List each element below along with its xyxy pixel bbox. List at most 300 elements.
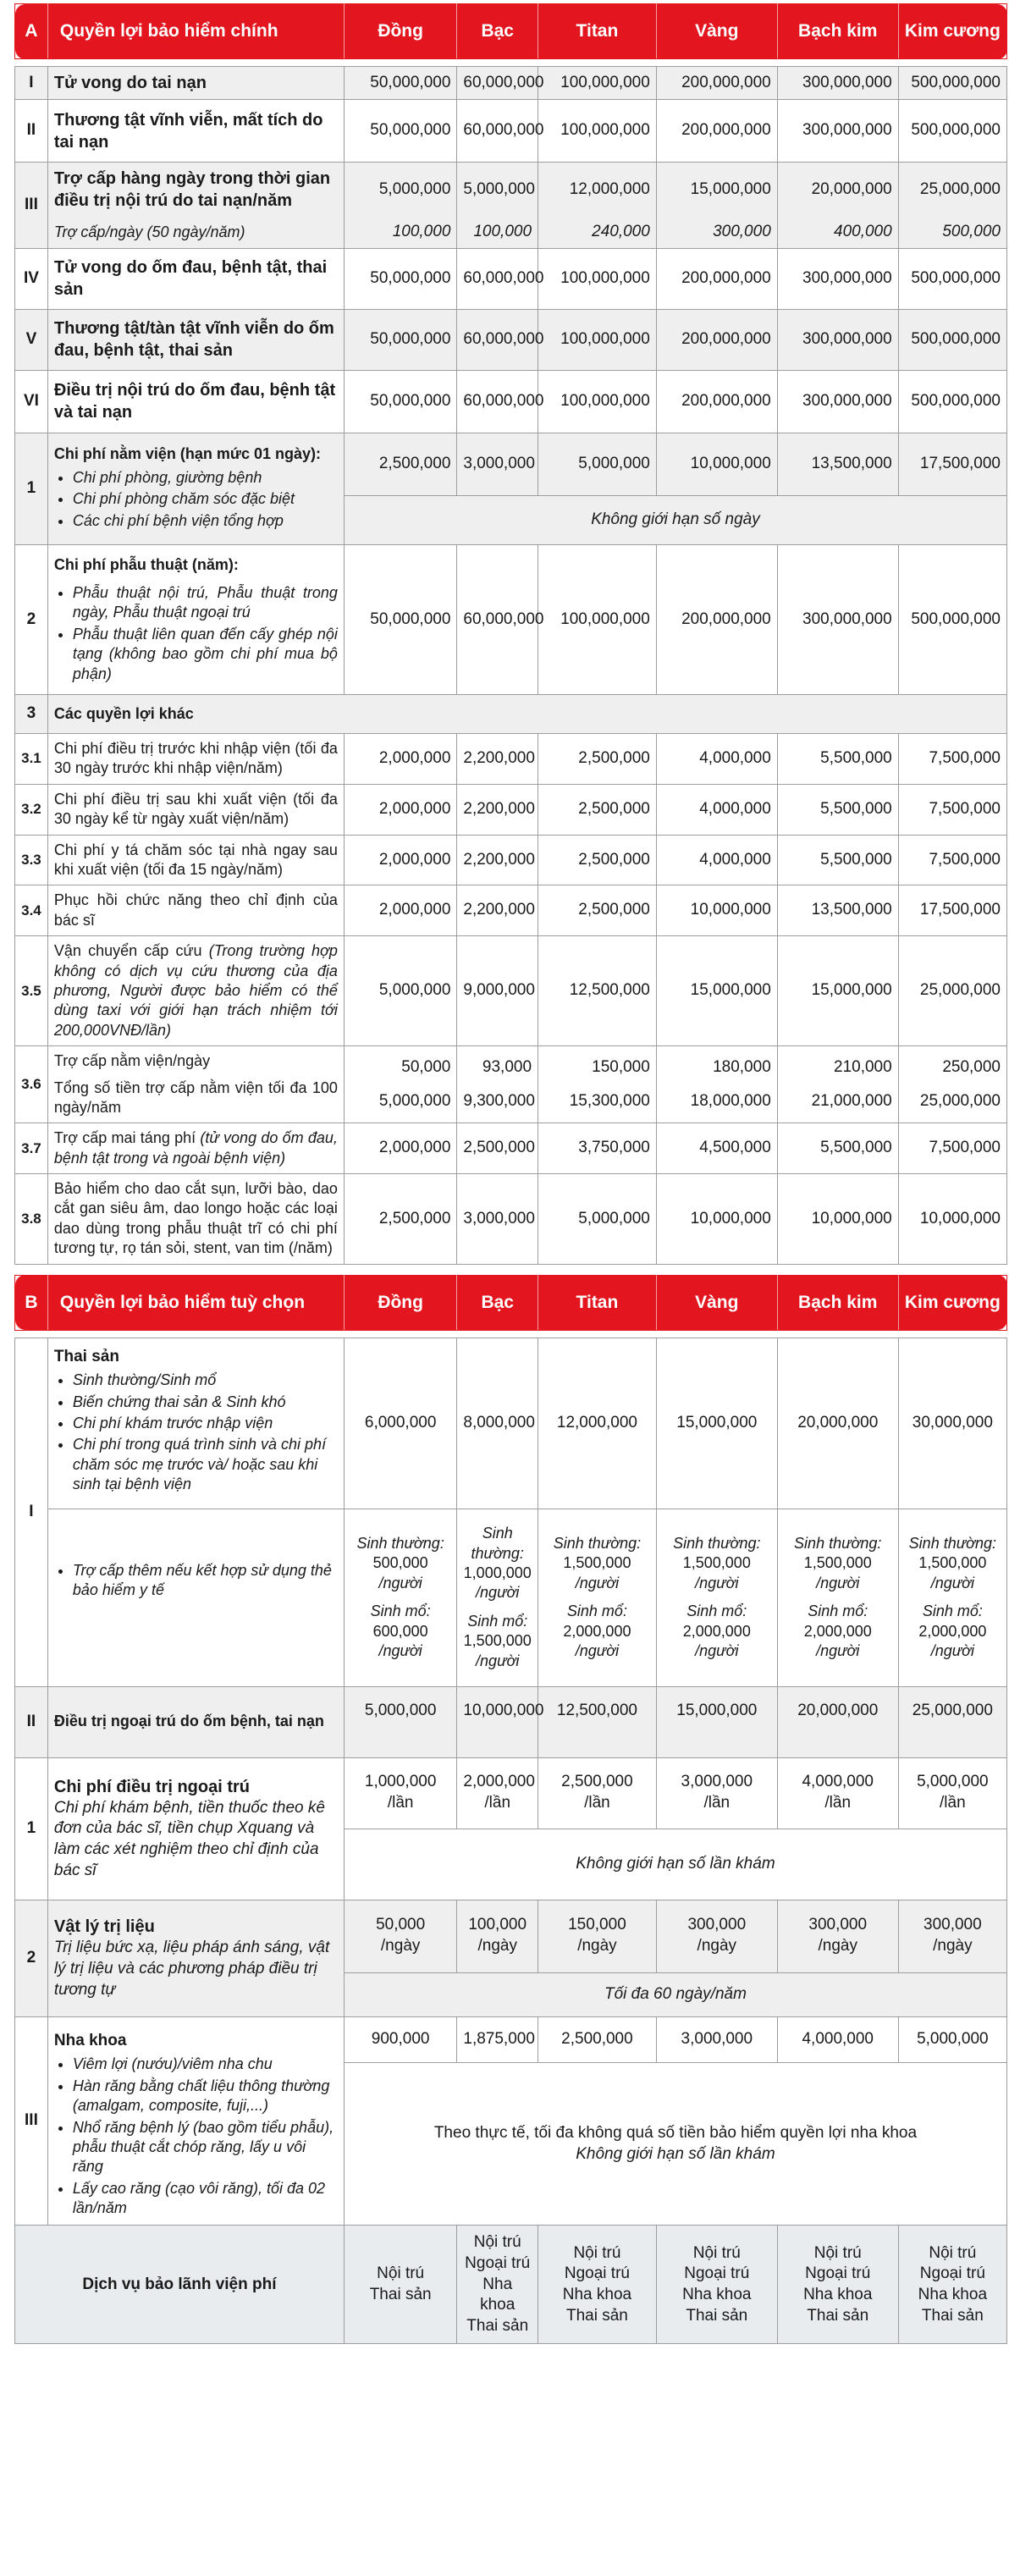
- bullet-item: • Trợ cấp thêm nếu kết hợp sử dụng thẻ bảo hiểm y tế: [73, 1561, 338, 1601]
- table-row-maternity: [15, 1338, 1007, 1509]
- value: 3,000,000: [681, 1773, 753, 1791]
- row-label: Vật lý trị liệu: [53, 1917, 155, 1937]
- value-cell: 100,000,000: [538, 544, 657, 694]
- value: 50,000: [376, 1916, 426, 1934]
- unit: /lần: [484, 1794, 511, 1812]
- value-cell: 60,000,000: [457, 100, 538, 163]
- row-label: Chi phí điều trị trước khi nhập viện (tối đa 30 ngày trước khi nhập viện/năm): [47, 734, 344, 785]
- value-cell: 2,500,000: [344, 1174, 456, 1265]
- value: 180,000: [713, 1057, 771, 1076]
- table-row: [15, 1046, 1007, 1123]
- value-cell: 5,000,000: [344, 163, 456, 218]
- row-label: Chi phí nằm viện (hạn mức 01 ngày):: [53, 445, 321, 463]
- benefits-table: [14, 3, 1007, 2344]
- row-index: II: [15, 1686, 48, 1757]
- value-cell: 8,000,000: [457, 1338, 538, 1509]
- value-cell: 25,000,000: [898, 1686, 1006, 1757]
- table-row: [15, 163, 1007, 218]
- unit: /người: [695, 1641, 739, 1659]
- value-cell: [777, 1900, 898, 1972]
- table-row-inpatient: [15, 433, 1007, 495]
- row-index: 1: [15, 433, 48, 544]
- normal-birth-label: Sinh thường:: [553, 1534, 642, 1552]
- value-cell: 500,000: [898, 217, 1006, 248]
- tier-header: Kim cương: [898, 1275, 1006, 1330]
- value-cell: 5,000,000: [898, 2016, 1006, 2062]
- value-cell: 50,000,000: [344, 100, 456, 163]
- row-label: Điều trị nội trú do ốm đau, bệnh tật và tai nạn: [47, 370, 344, 433]
- row-label-cell: [47, 1046, 344, 1123]
- bullet-item: • Lấy cao răng (cạo vôi răng), tối đa 02 lần/năm: [73, 2179, 338, 2219]
- value-cell: 4,000,000: [656, 784, 777, 835]
- value: 1,000,000: [463, 1564, 532, 1582]
- row-index: 3.3: [15, 835, 48, 885]
- value-cell: 10,000,000: [656, 1174, 777, 1265]
- value-cell: 9,000,000: [457, 936, 538, 1046]
- row-label: Chi phí điều trị sau khi xuất viện (tối đa 30 ngày kể từ ngày xuất viện/năm): [47, 784, 344, 835]
- row-label-cell: [47, 1900, 344, 2016]
- value-cell: [777, 2226, 898, 2344]
- value-cell: 5,500,000: [777, 1123, 898, 1174]
- value: 1,500,000: [803, 1554, 872, 1572]
- value-cell: 100,000,000: [538, 67, 657, 100]
- tier-header: Đồng: [344, 1275, 456, 1330]
- row-label: Thai sản: [53, 1347, 119, 1365]
- unit: /người: [575, 1641, 620, 1659]
- table-row: [15, 936, 1007, 1046]
- value-cell: 10,000,000: [898, 1174, 1006, 1265]
- tier-header: Bạc: [457, 1275, 538, 1330]
- value-cell: 200,000,000: [656, 67, 777, 100]
- tier-header: Bạch kim: [777, 1275, 898, 1330]
- c-section-label: Sinh mổ:: [370, 1602, 431, 1620]
- value: 210,000: [834, 1057, 892, 1076]
- value: 9,300,000: [463, 1092, 535, 1111]
- value-cell: 17,500,000: [898, 433, 1006, 495]
- c-section-label: Sinh mổ:: [467, 1612, 528, 1630]
- value-cell: 900,000: [344, 2016, 456, 2062]
- value-cell: 7,500,000: [898, 1123, 1006, 1174]
- service: Thai sản: [369, 2285, 432, 2303]
- value-cell: 15,000,000: [656, 936, 777, 1046]
- value-cell: 5,000,000: [344, 1686, 456, 1757]
- row-description: Chi phí khám bệnh, tiền thuốc theo kê đơn của bác sĩ, tiền chụp Xquang và làm các xét nghiệm theo chỉ định của bác sĩ: [53, 1798, 325, 1879]
- value-cell: 17,500,000: [898, 885, 1006, 936]
- value-cell: 100,000: [457, 217, 538, 248]
- value-cell: 5,000,000: [538, 433, 657, 495]
- row-label: Tử vong do tai nạn: [47, 67, 344, 100]
- section-b-header: [15, 1275, 1007, 1330]
- service: Nha khoa: [562, 2285, 632, 2303]
- normal-birth-label: Sinh thường:: [794, 1534, 882, 1552]
- table-row: [15, 734, 1007, 785]
- value-cell: [344, 1509, 456, 1686]
- service: Nha khoa: [480, 2275, 516, 2314]
- value-cell: 2,000,000: [344, 1123, 456, 1174]
- section-letter: B: [15, 1275, 48, 1330]
- value: 2,000,000: [563, 1622, 631, 1640]
- table-row: [15, 1900, 1007, 1972]
- unit: /lần: [703, 1794, 731, 1812]
- row-index: 3: [15, 695, 48, 734]
- service: Nội trú: [377, 2264, 425, 2283]
- normal-birth-label: Sinh thường:: [908, 1534, 997, 1552]
- row-label-cell: [47, 433, 344, 544]
- row-label: Điều trị ngoại trú do ốm bệnh, tai nạn: [47, 1686, 344, 1757]
- value-cell: 7,500,000: [898, 835, 1006, 885]
- unit: /người: [575, 1574, 620, 1591]
- value: 1,500,000: [682, 1554, 751, 1572]
- row-label: Trợ cấp hàng ngày trong thời gian điều trị nội trú do tai nạn/năm: [47, 163, 344, 218]
- value: 2,000,000: [918, 1622, 987, 1640]
- value-cell: 4,000,000: [777, 2016, 898, 2062]
- value-cell: 100,000: [344, 217, 456, 248]
- value-cell: 500,000,000: [898, 100, 1006, 163]
- unit: /ngày: [477, 1937, 517, 1955]
- value-cell: 3,750,000: [538, 1123, 657, 1174]
- value-cell: 20,000,000: [777, 163, 898, 218]
- value-cell: 2,500,000: [538, 734, 657, 785]
- value-cell: 12,000,000: [538, 163, 657, 218]
- value: 18,000,000: [690, 1092, 771, 1111]
- value-cell: [777, 1046, 898, 1123]
- bullet-list: [54, 1561, 338, 1601]
- row-label-cell: [47, 1509, 344, 1686]
- service: Nội trú: [692, 2243, 741, 2262]
- row-description: Trị liệu bức xạ, liệu pháp ánh sáng, vật lý trị liệu và các phương pháp điều trị tương tự: [53, 1939, 330, 1999]
- value: 2,000,000: [803, 1622, 872, 1640]
- tier-header: Vàng: [656, 4, 777, 59]
- value-cell: 50,000,000: [344, 309, 456, 370]
- row-index: III: [15, 2016, 48, 2226]
- value-cell: 100,000,000: [538, 370, 657, 433]
- table-row: [15, 309, 1007, 370]
- tier-header: Đồng: [344, 4, 456, 59]
- value: 2,500,000: [561, 1773, 633, 1791]
- value-cell: 240,000: [538, 217, 657, 248]
- unit: /ngày: [818, 1937, 857, 1955]
- group-label: Các quyền lợi khác: [47, 695, 1006, 734]
- bullet-list: [54, 2055, 338, 2218]
- normal-birth-label: Sinh thường:: [356, 1534, 444, 1552]
- value: 150,000: [568, 1916, 626, 1934]
- merged-note-cell: [344, 2062, 1006, 2226]
- value-cell: 2,200,000: [457, 734, 538, 785]
- value: 250,000: [942, 1057, 1001, 1076]
- merged-note: Tối đa 60 ngày/năm: [344, 1972, 1006, 2016]
- unit: /người: [930, 1574, 974, 1591]
- unit: /người: [378, 1641, 422, 1659]
- bullet-item: • Nhổ răng bệnh lý (bao gồm tiểu phẫu), phẫu thuật cắt chóp răng, lấy u vôi răng: [73, 2118, 338, 2177]
- value-cell: 300,000: [656, 217, 777, 248]
- value: 1,000,000: [364, 1773, 437, 1791]
- value-cell: [457, 1046, 538, 1123]
- table-row: [15, 835, 1007, 885]
- value-cell: 500,000,000: [898, 544, 1006, 694]
- tier-header: Bạc: [457, 4, 538, 59]
- value-cell: 200,000,000: [656, 248, 777, 309]
- value: 300,000: [808, 1916, 868, 1934]
- unit: /người: [816, 1641, 860, 1659]
- value: 5,000,000: [917, 1773, 989, 1791]
- value-cell: 50,000,000: [344, 248, 456, 309]
- value-cell: 5,500,000: [777, 835, 898, 885]
- unit: /người: [476, 1652, 520, 1669]
- value-cell: [538, 1900, 657, 1972]
- unit: /người: [930, 1641, 974, 1659]
- value-cell: 100,000,000: [538, 100, 657, 163]
- row-index: I: [15, 1338, 48, 1686]
- value: 5,000,000: [378, 1092, 451, 1111]
- table-row: [15, 885, 1007, 936]
- value: 50,000: [401, 1057, 451, 1076]
- value-cell: 12,500,000: [538, 1686, 657, 1757]
- row-label: Chi phí phẫu thuật (năm):: [53, 555, 239, 573]
- merged-note: Theo thực tế, tối đa không quá số tiền bảo hiểm quyền lợi nha khoa: [433, 2123, 918, 2142]
- value-cell: [457, 1900, 538, 1972]
- bullet-item: • Phẫu thuật nội trú, Phẫu thuật trong ngày, Phẫu thuật ngoại trú: [73, 583, 338, 623]
- row-index: V: [15, 309, 48, 370]
- value-cell: 2,500,000: [538, 784, 657, 835]
- bullet-item: • Chi phí phòng, giường bệnh: [73, 468, 338, 488]
- bullet-list: [54, 1371, 338, 1494]
- value: 2,000,000: [682, 1622, 751, 1640]
- value-cell: [344, 1046, 456, 1123]
- table-row: [15, 248, 1007, 309]
- value-cell: [656, 2226, 777, 2344]
- merged-note: Không giới hạn số ngày: [344, 495, 1006, 544]
- value-cell: 13,500,000: [777, 433, 898, 495]
- value-cell: [656, 1757, 777, 1829]
- value-cell: 50,000,000: [344, 370, 456, 433]
- value: 300,000: [924, 1916, 982, 1934]
- value-cell: 12,500,000: [538, 936, 657, 1046]
- value-cell: 5,000,000: [538, 1174, 657, 1265]
- section-title: Quyền lợi bảo hiểm tuỳ chọn: [47, 1275, 344, 1330]
- section-title: Quyền lợi bảo hiểm chính: [47, 4, 344, 59]
- service: Nội trú: [473, 2233, 521, 2252]
- tier-header: Bạch kim: [777, 4, 898, 59]
- c-section-label: Sinh mổ:: [566, 1602, 627, 1620]
- service: Thai sản: [466, 2317, 529, 2335]
- row-label-cell: [47, 2016, 344, 2226]
- value-cell: 25,000,000: [898, 163, 1006, 218]
- value-cell: [898, 1900, 1006, 1972]
- tier-header: Titan: [538, 4, 657, 59]
- row-index: 3.2: [15, 784, 48, 835]
- bullet-item: • Viêm lợi (nướu)/viêm nha chu: [73, 2055, 338, 2074]
- row-label-cell: [47, 544, 344, 694]
- unit: /lần: [940, 1794, 966, 1812]
- tier-header: Kim cương: [898, 4, 1006, 59]
- value-cell: 60,000,000: [457, 309, 538, 370]
- row-index: III: [15, 163, 48, 249]
- value-cell: 300,000,000: [777, 248, 898, 309]
- row-index: I: [15, 67, 48, 100]
- row-index: 3.8: [15, 1174, 48, 1265]
- service: Thai sản: [565, 2306, 628, 2325]
- table-row: [15, 784, 1007, 835]
- value: 21,000,000: [811, 1092, 892, 1111]
- table-row-group-header: [15, 695, 1007, 734]
- value-cell: 60,000,000: [457, 67, 538, 100]
- value-cell: 7,500,000: [898, 734, 1006, 785]
- service: Ngoại trú: [805, 2264, 871, 2283]
- value-cell: 2,200,000: [457, 784, 538, 835]
- value-cell: [344, 2226, 456, 2344]
- value-cell: 2,500,000: [344, 433, 456, 495]
- value-cell: 2,500,000: [538, 2016, 657, 2062]
- value-cell: [898, 2226, 1006, 2344]
- row-label-cell: [47, 936, 344, 1046]
- row-label: Bảo hiểm cho dao cắt sụn, lưỡi bào, dao cắt gan siêu âm, dao longo hoặc các loại dao dùng trong phẫu thuật trĩ có chi phí tương tự, rọ tán sỏi, stent, van tim (/năm): [47, 1174, 344, 1265]
- row-index: 3.7: [15, 1123, 48, 1174]
- row-label-note: (Trong trường hợp không có dịch vụ cứu thương của địa phương, Người được bảo hiểm có thể dùng taxi với giới hạn trách nhiệm tới 200,000VNĐ/lần): [53, 942, 338, 1039]
- bullet-item: • Chi phí phòng chăm sóc đặc biệt: [73, 489, 338, 509]
- value-cell: 100,000,000: [538, 248, 657, 309]
- value-cell: [538, 1757, 657, 1829]
- row-index: 3.1: [15, 734, 48, 785]
- value-cell: 200,000,000: [656, 544, 777, 694]
- value-cell: 100,000,000: [538, 309, 657, 370]
- bullet-list: [54, 468, 338, 531]
- table-row: [15, 1174, 1007, 1265]
- value-cell: 300,000,000: [777, 67, 898, 100]
- value-cell: 4,500,000: [656, 1123, 777, 1174]
- value-cell: 60,000,000: [457, 370, 538, 433]
- row-label-cell: [47, 1123, 344, 1174]
- row-label-cell: [47, 1757, 344, 1900]
- value-cell: 300,000,000: [777, 309, 898, 370]
- bullet-item: • Hàn răng bằng chất liệu thông thường (amalgam, composite, fuji,...): [73, 2077, 338, 2116]
- bullet-item: • Chi phí khám trước nhập viện: [73, 1414, 338, 1433]
- value: 2,000,000: [463, 1773, 535, 1791]
- value-cell: 200,000,000: [656, 370, 777, 433]
- value-cell: 500,000,000: [898, 309, 1006, 370]
- value-cell: 1,875,000: [457, 2016, 538, 2062]
- unit: /người: [816, 1574, 860, 1591]
- value: 600,000: [372, 1622, 428, 1640]
- row-index: 3.4: [15, 885, 48, 936]
- c-section-label: Sinh mổ:: [922, 1602, 983, 1620]
- value: 1,500,000: [463, 1632, 532, 1650]
- row-label: Tử vong do ốm đau, bệnh tật, thai sản: [47, 248, 344, 309]
- row-label: Vận chuyển cấp cứu: [53, 942, 209, 960]
- value-cell: 15,000,000: [777, 936, 898, 1046]
- value-cell: [656, 1509, 777, 1686]
- value-cell: 15,000,000: [656, 1338, 777, 1509]
- bullet-item: • Biến chứng thai sản & Sinh khó: [73, 1393, 338, 1412]
- value: 93,000: [482, 1057, 532, 1076]
- value-cell: 5,000,000: [457, 163, 538, 218]
- value-cell: [656, 1900, 777, 1972]
- bullet-item: • Sinh thường/Sinh mổ: [73, 1371, 338, 1390]
- value-cell: [777, 1757, 898, 1829]
- value-cell: 2,000,000: [344, 784, 456, 835]
- value: 500,000: [372, 1554, 428, 1572]
- value-cell: [344, 1757, 456, 1829]
- row-label: Dịch vụ bảo lãnh viện phí: [15, 2226, 345, 2344]
- value-cell: 3,000,000: [457, 433, 538, 495]
- service: Ngoại trú: [465, 2253, 531, 2272]
- value-cell: 4,000,000: [656, 734, 777, 785]
- value: 100,000: [468, 1916, 527, 1934]
- value-cell: 2,000,000: [344, 885, 456, 936]
- value-cell: 6,000,000: [344, 1338, 456, 1509]
- value-cell: 4,000,000: [656, 835, 777, 885]
- value-cell: [656, 1046, 777, 1123]
- unit: /ngày: [380, 1937, 421, 1955]
- row-label: Thương tật/tàn tật vĩnh viễn do ốm đau, bệnh tật, thai sản: [47, 309, 344, 370]
- service: Thai sản: [807, 2306, 869, 2325]
- value-cell: 50,000,000: [344, 67, 456, 100]
- row-index: 3.5: [15, 936, 48, 1046]
- row-label: Nha khoa: [53, 2031, 127, 2049]
- row-label-cell: [47, 1338, 344, 1509]
- value-cell: 2,200,000: [457, 835, 538, 885]
- value-cell: [344, 1900, 456, 1972]
- value-cell: 30,000,000: [898, 1338, 1006, 1509]
- service: Nội trú: [573, 2243, 621, 2262]
- value-cell: 13,500,000: [777, 885, 898, 936]
- value-cell: [898, 1509, 1006, 1686]
- unit: /ngày: [577, 1937, 617, 1955]
- value-cell: 200,000,000: [656, 309, 777, 370]
- value-cell: 10,000,000: [777, 1174, 898, 1265]
- bullet-item: • Chi phí trong quá trình sinh và chi phí chăm sóc mẹ trước và/ hoặc sau khi sinh tại bệnh viện: [73, 1435, 338, 1494]
- normal-birth-label: Sinh thường:: [673, 1534, 761, 1552]
- value-cell: 500,000,000: [898, 67, 1006, 100]
- row-label: Trợ cấp nằm viện/ngày: [53, 1052, 211, 1070]
- row-index: 1: [15, 1757, 48, 1900]
- table-row-guarantee: [15, 2226, 1007, 2344]
- table-row: [15, 100, 1007, 163]
- service: Thai sản: [686, 2306, 748, 2325]
- service: Thai sản: [921, 2306, 984, 2325]
- sub-label: Tổng số tiền trợ cấp nằm viện tối đa 100 ngày/năm: [53, 1078, 338, 1116]
- tier-header: Titan: [538, 1275, 657, 1330]
- unit: /lần: [824, 1794, 852, 1812]
- table-row: [15, 2016, 1007, 2062]
- row-index: 2: [15, 544, 48, 694]
- value-cell: 3,000,000: [656, 2016, 777, 2062]
- value: 1,500,000: [918, 1554, 987, 1572]
- value-cell: 500,000,000: [898, 248, 1006, 309]
- service: Ngoại trú: [564, 2264, 630, 2283]
- bullet-item: • Phẫu thuật liên quan đến cấy ghép nội tạng (không bao gồm chi phí mua bộ phận): [73, 625, 338, 684]
- section-a-header: [15, 4, 1007, 59]
- value-cell: 12,000,000: [538, 1338, 657, 1509]
- value: 300,000: [687, 1916, 747, 1934]
- table-row-surgery: [15, 544, 1007, 694]
- unit: /ngày: [697, 1937, 737, 1955]
- service: Nha khoa: [803, 2285, 873, 2303]
- value-cell: 300,000,000: [777, 544, 898, 694]
- value: 1,500,000: [563, 1554, 631, 1572]
- unit: /lần: [387, 1794, 414, 1812]
- section-letter: A: [15, 4, 48, 59]
- bullet-list: [54, 583, 338, 684]
- value-cell: 2,500,000: [457, 1123, 538, 1174]
- c-section-label: Sinh mổ:: [686, 1602, 747, 1620]
- row-index: IV: [15, 248, 48, 309]
- value-cell: 300,000,000: [777, 100, 898, 163]
- value-cell: 60,000,000: [457, 544, 538, 694]
- value-cell: [457, 1757, 538, 1829]
- unit: /người: [378, 1574, 422, 1591]
- value-cell: [538, 1046, 657, 1123]
- table-row: [15, 370, 1007, 433]
